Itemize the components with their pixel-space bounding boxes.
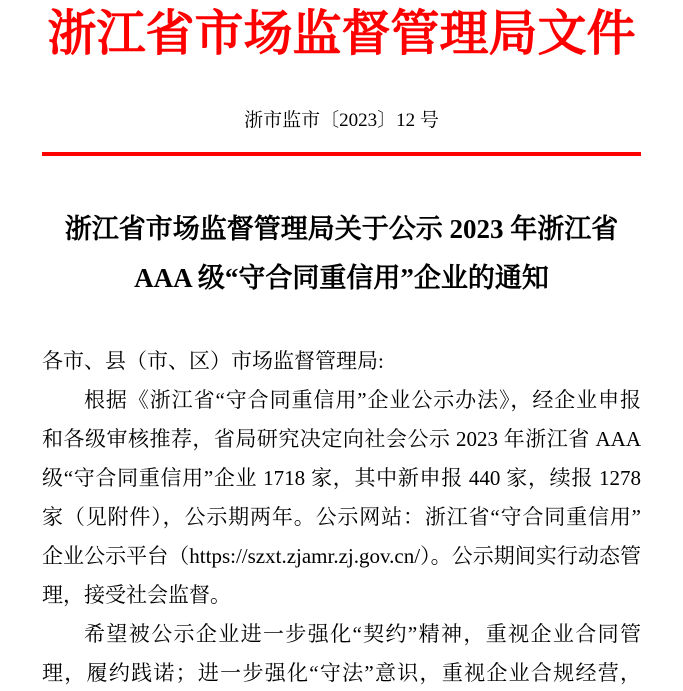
document-title [42, 205, 641, 303]
paragraph-1 [42, 381, 641, 615]
document-line: 理，履约践诺；进一步强化“守法”意识，重视企业合规经营， [42, 661, 641, 685]
salutation-line: 各市、县（市、区）市场监督管理局: [42, 349, 384, 373]
document-line: 希望被公示企业进一步强化“契约”精神，重视企业合同管 [84, 622, 641, 646]
paragraph-2 [42, 615, 641, 691]
document-body [42, 342, 641, 691]
document-title-line-1: 浙江省市场监督管理局关于公示 2023 年浙江省 [64, 214, 619, 244]
document-line: 理，接受社会监督。 [42, 583, 231, 607]
document-title-line-2: AAA 级“守合同重信用”企业的通知 [134, 263, 549, 293]
document-number: 浙市监市〔2023〕12 号 [244, 110, 439, 131]
document-line: 家（见附件），公示期两年。公示网站：浙江省“守合同重信用” [42, 505, 641, 529]
document-line: 和各级审核推荐，省局研究决定向社会公示 2023 年浙江省 AAA [42, 427, 641, 451]
document-header-title: 浙江省市场监督管理局文件 [47, 6, 636, 61]
document-line: 级“守合同重信用”企业 1718 家，其中新申报 440 家，续报 1278 [42, 466, 641, 490]
red-divider [42, 152, 641, 156]
document-line: 根据《浙江省“守合同重信用”企业公示办法》，经企业申报 [84, 388, 641, 412]
document-line: 企业公示平台（https://szxt.zjamr.zj.gov.cn/）。公示期间实行动态管 [42, 544, 641, 568]
